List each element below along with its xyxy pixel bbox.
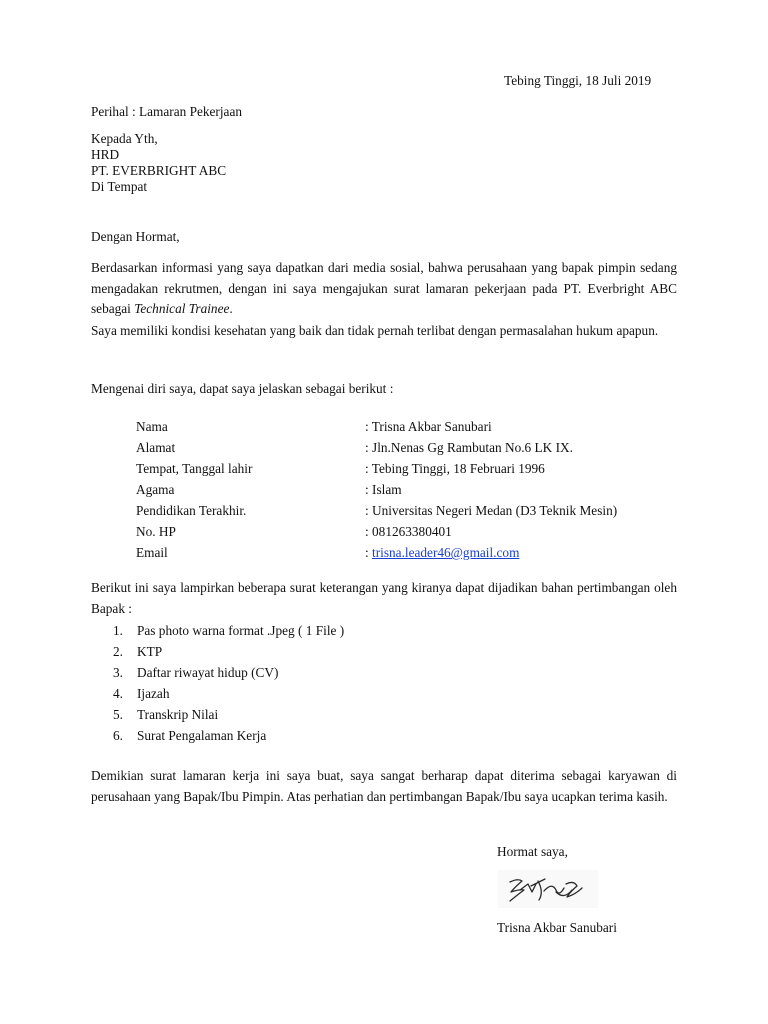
closing-paragraph: Demikian surat lamaran kerja ini saya buat, saya sangat berharap dapat diterima sebagai karyawan di perusahaan yang Bapak/Ibu Pimpin. Atas perhatian dan pertimbangan Bapak/Ibu saya ucapkan terima kasih.	[91, 768, 677, 804]
detail-label: No. HP	[136, 524, 176, 539]
detail-value: : Universitas Negeri Medan (D3 Teknik Mesin)	[365, 503, 618, 518]
detail-label: Agama	[136, 482, 175, 497]
list-text: Transkrip Nilai	[137, 707, 219, 722]
paragraph-intro-text: Berdasarkan informasi yang saya dapatkan dari media sosial, bahwa perusahaan yang bapak pimpin sedang mengadakan rekrutmen, dengan ini saya mengajukan surat lamaran pekerjaan pada PT. Everbright ABC sebagai	[91, 260, 677, 316]
signature-icon	[498, 870, 598, 908]
detail-value: : Islam	[365, 482, 402, 497]
list-text: Daftar riwayat hidup (CV)	[137, 665, 279, 680]
details-intro: Mengenai diri saya, dapat saya jelaskan sebagai berikut :	[91, 381, 394, 396]
list-number: 3.	[113, 665, 123, 680]
list-number: 4.	[113, 686, 123, 701]
recipient-company: PT. EVERBRIGHT ABC	[91, 163, 227, 178]
list-text: Ijazah	[137, 686, 170, 701]
subject-line: Perihal : Lamaran Pekerjaan	[91, 104, 242, 119]
regards: Hormat saya,	[497, 844, 568, 859]
detail-label: Alamat	[136, 440, 176, 455]
paragraph-intro	[91, 258, 677, 320]
list-text: KTP	[137, 644, 163, 659]
list-number: 1.	[113, 623, 123, 638]
detail-value	[365, 543, 519, 563]
email-colon: :	[365, 545, 373, 560]
recipient-line: Di Tempat	[91, 179, 148, 194]
list-number: 5.	[113, 707, 123, 722]
list-number: 2.	[113, 644, 123, 659]
place-date: Tebing Tinggi, 18 Juli 2019	[504, 73, 652, 88]
attachments-intro: Berikut ini saya lampirkan beberapa surat keterangan yang kiranya dapat dijadikan bahan pertimbangan oleh Bapak :	[91, 580, 677, 616]
detail-value: : Trisna Akbar Sanubari	[365, 419, 492, 434]
list-text: Pas photo warna format .Jpeg ( 1 File )	[137, 623, 345, 638]
greeting: Dengan Hormat,	[91, 229, 180, 244]
detail-label: Email	[136, 545, 168, 560]
detail-label: Tempat, Tanggal lahir	[136, 461, 253, 476]
email-link[interactable]: trisna.leader46@gmail.com	[372, 545, 520, 560]
position-title: Technical Trainee	[134, 301, 230, 316]
signer-name: Trisna Akbar Sanubari	[497, 920, 617, 935]
paragraph-intro-end: .	[229, 301, 233, 316]
detail-value: : Tebing Tinggi, 18 Februari 1996	[365, 461, 545, 476]
detail-value: : 081263380401	[365, 524, 452, 539]
recipient-line: Kepada Yth,	[91, 131, 158, 146]
detail-value: : Jln.Nenas Gg Rambutan No.6 LK IX.	[365, 440, 573, 455]
paragraph-health: Saya memiliki kondisi kesehatan yang baik dan tidak pernah terlibat dengan permasalahan hukum apapun.	[91, 323, 659, 338]
detail-label: Pendidikan Terakhir.	[136, 503, 247, 518]
recipient-line: HRD	[91, 147, 120, 162]
signature-image	[498, 870, 598, 908]
list-text: Surat Pengalaman Kerja	[137, 728, 267, 743]
list-number: 6.	[113, 728, 123, 743]
detail-label: Nama	[136, 419, 168, 434]
